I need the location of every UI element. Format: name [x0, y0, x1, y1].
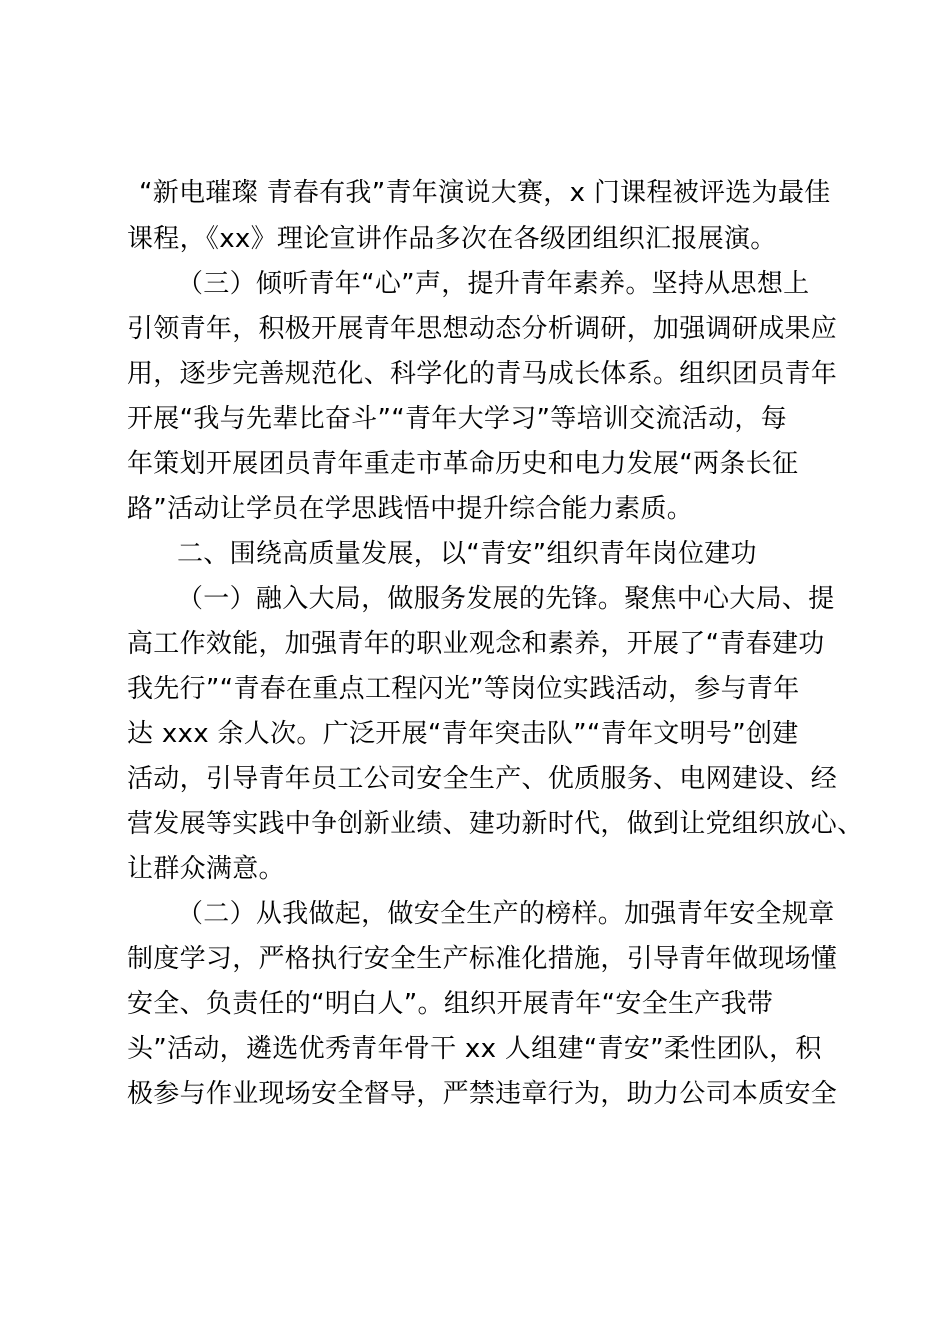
- text-line: （二）从我做起，做安全生产的榜样。加强青年安全规章: [177, 899, 835, 929]
- text-line: 课程，《xx》理论宣讲作品多次在各级团组织汇报展演。: [127, 224, 777, 254]
- text-line: 高工作效能，加强青年的职业观念和素养，开展了“青春建功: [127, 629, 825, 659]
- text-line: 营发展等实践中争创新业绩、建功新时代，做到让党组织放心、: [127, 809, 864, 839]
- text-line: 极参与作业现场安全督导，严禁违章行为，助力公司本质安全: [127, 1079, 838, 1109]
- text-line: 用，逐步完善规范化、科学化的青马成长体系。组织团员青年: [127, 359, 838, 389]
- text-line: 引领青年，积极开展青年思想动态分析调研，加强调研成果应: [127, 314, 838, 344]
- section-heading: 二、围绕高质量发展，以“青安”组织青年岗位建功: [177, 539, 757, 569]
- text-line: 我先行”“青春在重点工程闪光”等岗位实践活动，参与青年: [127, 674, 800, 704]
- text-line: 安全、负责任的“明白人”。组织开展青年“安全生产我带: [127, 989, 774, 1019]
- text-line: “新电璀璨 青春有我”青年演说大赛，x 门课程被评选为最佳: [139, 178, 831, 208]
- text-line: 达 xxx 余人次。广泛开展“青年突击队”“青年文明号”创建: [127, 719, 799, 749]
- text-line: （一）融入大局，做服务发展的先锋。聚焦中心大局、提: [177, 584, 835, 614]
- text-line: 让群众满意。: [127, 854, 285, 884]
- text-line: 开展“我与先辈比奋斗”“青年大学习”等培训交流活动，每: [127, 404, 787, 434]
- text-line: 路”活动让学员在学思践悟中提升综合能力素质。: [127, 494, 694, 524]
- text-line: （三）倾听青年“心”声，提升青年素养。坚持从思想上: [177, 269, 810, 299]
- text-line: 制度学习，严格执行安全生产标准化措施，引导青年做现场懂: [127, 944, 838, 974]
- text-line: 头”活动，遴选优秀青年骨干 xx 人组建“青安”柔性团队，积: [127, 1034, 822, 1064]
- text-line: 活动，引导青年员工公司安全生产、优质服务、电网建设、经: [127, 764, 838, 794]
- text-line: 年策划开展团员青年重走市革命历史和电力发展“两条长征: [127, 449, 799, 479]
